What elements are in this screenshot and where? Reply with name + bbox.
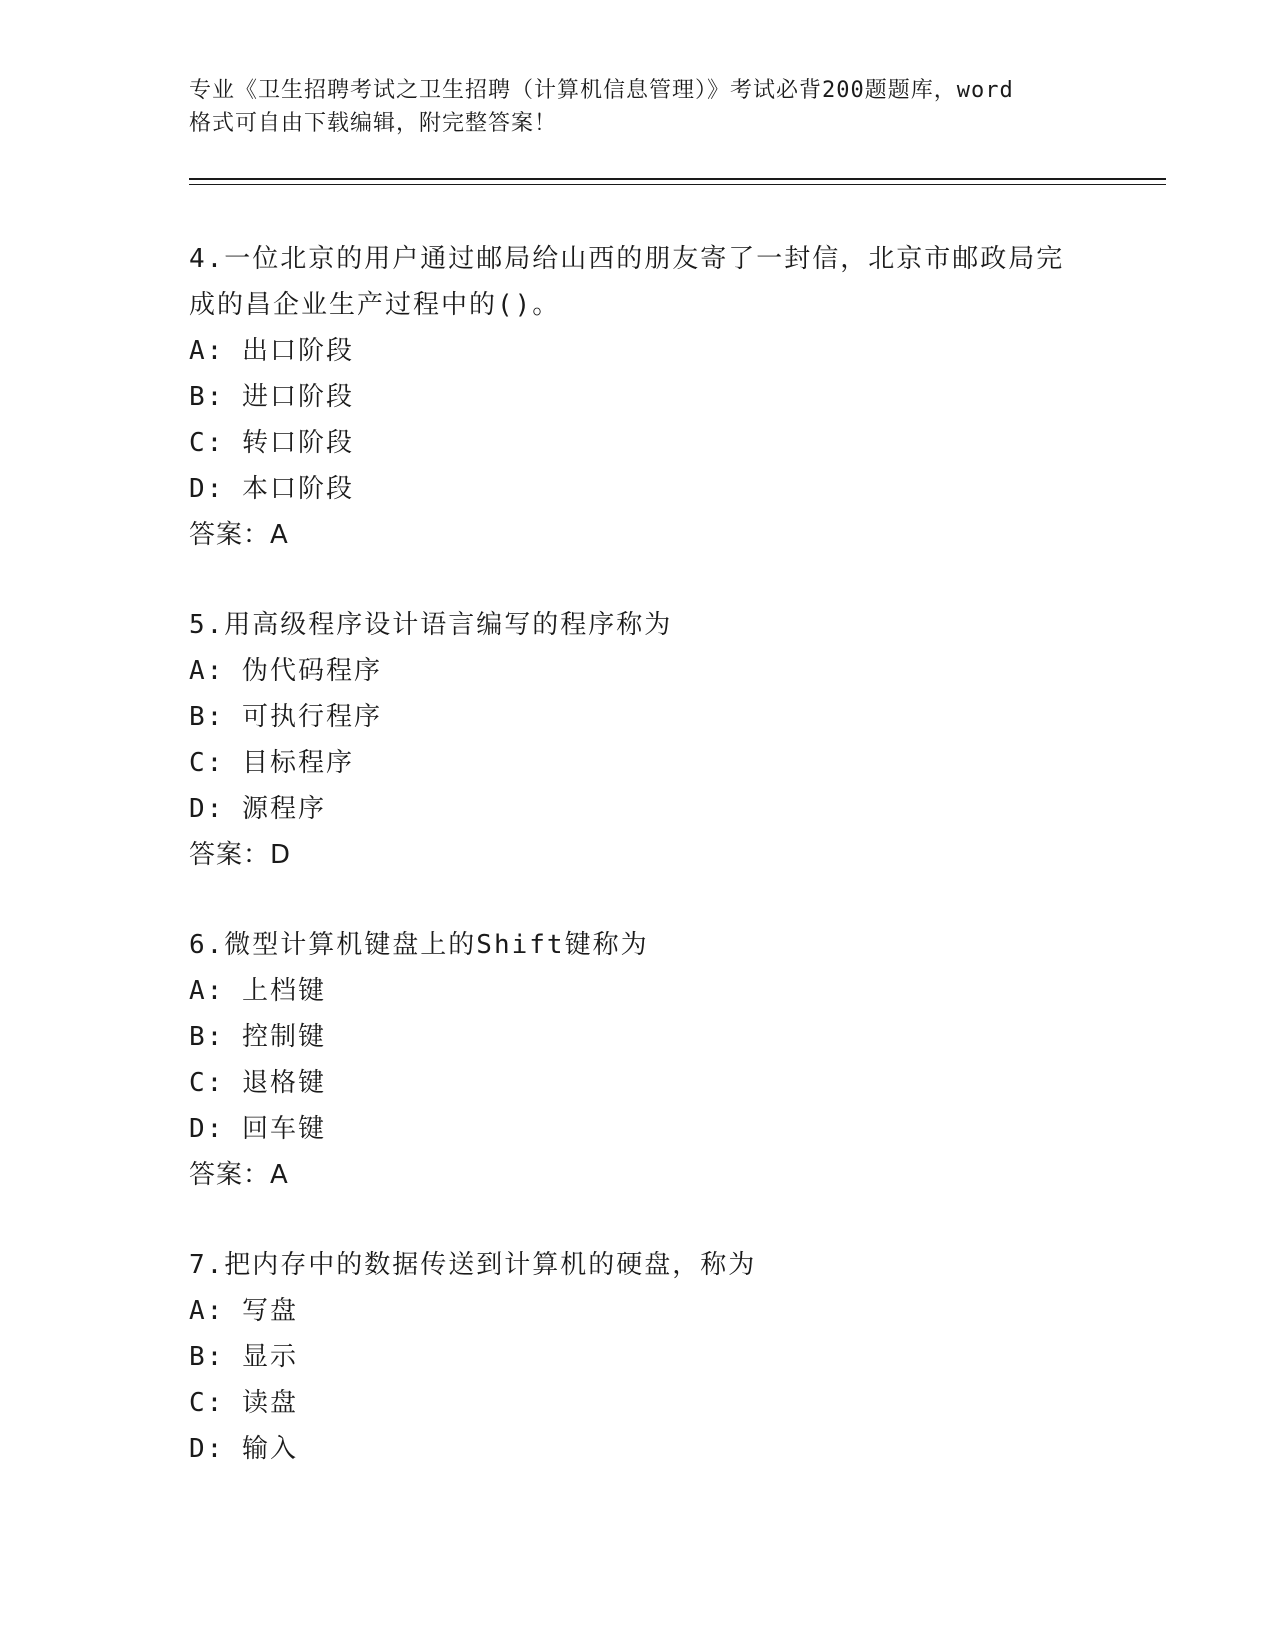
option-c: C: 转口阶段: [189, 428, 354, 458]
question-text: 6.微型计算机键盘上的Shift键称为: [189, 930, 649, 960]
question-7: [189, 1242, 1089, 1472]
option-b: B: 可执行程序: [189, 702, 382, 732]
option-b: B: 进口阶段: [189, 382, 354, 412]
question-list: [189, 236, 1089, 1516]
option-a: A: 伪代码程序: [189, 656, 382, 686]
option-b: B: 控制键: [189, 1022, 326, 1052]
option-a: A: 上档键: [189, 976, 326, 1006]
answer-line: 答案：A: [189, 520, 289, 550]
answer-line: 答案：A: [189, 1160, 289, 1190]
header-divider-thin: [189, 184, 1166, 185]
question-text: 5.用高级程序设计语言编写的程序称为: [189, 610, 673, 640]
document-header: [189, 74, 1089, 140]
option-d: D: 源程序: [189, 794, 326, 824]
question-5: [189, 602, 1089, 878]
option-d: D: 回车键: [189, 1114, 326, 1144]
question-4: [189, 236, 1089, 558]
question-text: 4.一位北京的用户通过邮局给山西的朋友寄了一封信，北京市邮政局完成的昌企业生产过程中的()。: [189, 244, 1065, 320]
question-text: 7.把内存中的数据传送到计算机的硬盘，称为: [189, 1250, 757, 1280]
header-divider-thick: [189, 178, 1166, 180]
answer-line: 答案：D: [189, 840, 292, 870]
option-c: C: 读盘: [189, 1388, 298, 1418]
option-c: C: 退格键: [189, 1068, 326, 1098]
option-d: D: 输入: [189, 1434, 298, 1464]
header-line-2: 格式可自由下载编辑，附完整答案！: [189, 111, 558, 136]
header-line-1: 专业《卫生招聘考试之卫生招聘（计算机信息管理）》考试必背200题题库，word: [189, 78, 1014, 103]
option-a: A: 出口阶段: [189, 336, 354, 366]
option-a: A: 写盘: [189, 1296, 298, 1326]
option-d: D: 本口阶段: [189, 474, 354, 504]
option-b: B: 显示: [189, 1342, 298, 1372]
option-c: C: 目标程序: [189, 748, 354, 778]
question-6: [189, 922, 1089, 1198]
